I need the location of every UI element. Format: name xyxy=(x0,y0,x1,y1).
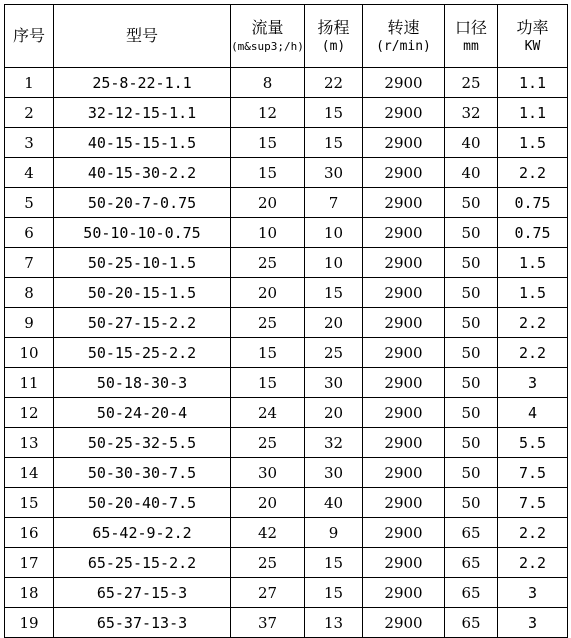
cell-model: 50-24-20-4 xyxy=(54,398,231,428)
cell-model: 65-37-13-3 xyxy=(54,608,231,638)
header-label: 扬程 xyxy=(317,18,350,37)
pump-spec-table xyxy=(4,4,568,638)
cell-index: 17 xyxy=(5,548,54,578)
cell-speed: 2900 xyxy=(363,338,445,368)
table-body xyxy=(5,68,568,638)
cell-speed: 2900 xyxy=(363,128,445,158)
cell-diameter: 65 xyxy=(445,548,498,578)
cell-model: 50-15-25-2.2 xyxy=(54,338,231,368)
table-header xyxy=(5,5,568,68)
cell-head: 40 xyxy=(305,488,363,518)
cell-model: 50-30-30-7.5 xyxy=(54,458,231,488)
cell-head: 15 xyxy=(305,548,363,578)
cell-head: 30 xyxy=(305,158,363,188)
cell-index: 6 xyxy=(5,218,54,248)
cell-diameter: 65 xyxy=(445,578,498,608)
cell-diameter: 50 xyxy=(445,428,498,458)
cell-head: 15 xyxy=(305,128,363,158)
cell-model: 50-25-10-1.5 xyxy=(54,248,231,278)
cell-power: 3 xyxy=(498,578,568,608)
cell-flow: 25 xyxy=(231,308,305,338)
cell-speed: 2900 xyxy=(363,608,445,638)
cell-index: 8 xyxy=(5,278,54,308)
cell-speed: 2900 xyxy=(363,248,445,278)
header-label: 功率 xyxy=(516,18,549,37)
cell-index: 1 xyxy=(5,68,54,98)
header-unit: KW xyxy=(524,39,541,54)
table-row xyxy=(5,98,568,128)
cell-flow: 25 xyxy=(231,248,305,278)
cell-speed: 2900 xyxy=(363,458,445,488)
cell-head: 15 xyxy=(305,578,363,608)
header-index xyxy=(5,5,54,68)
header-unit: (m) xyxy=(321,39,346,54)
cell-flow: 30 xyxy=(231,458,305,488)
table-row xyxy=(5,548,568,578)
cell-power: 2.2 xyxy=(498,548,568,578)
cell-speed: 2900 xyxy=(363,548,445,578)
cell-head: 20 xyxy=(305,308,363,338)
cell-speed: 2900 xyxy=(363,308,445,338)
cell-flow: 15 xyxy=(231,158,305,188)
header-label: 转速 xyxy=(387,18,420,37)
cell-index: 18 xyxy=(5,578,54,608)
table-row xyxy=(5,458,568,488)
header-power xyxy=(498,5,568,68)
table-row xyxy=(5,398,568,428)
cell-index: 11 xyxy=(5,368,54,398)
header-unit: (m&sup3;/h) xyxy=(231,40,304,53)
cell-power: 0.75 xyxy=(498,218,568,248)
cell-index: 2 xyxy=(5,98,54,128)
cell-head: 9 xyxy=(305,518,363,548)
cell-model: 65-42-9-2.2 xyxy=(54,518,231,548)
cell-flow: 15 xyxy=(231,128,305,158)
cell-head: 20 xyxy=(305,398,363,428)
cell-flow: 8 xyxy=(231,68,305,98)
cell-model: 40-15-15-1.5 xyxy=(54,128,231,158)
cell-power: 1.5 xyxy=(498,128,568,158)
cell-flow: 15 xyxy=(231,338,305,368)
cell-model: 50-20-7-0.75 xyxy=(54,188,231,218)
cell-power: 1.1 xyxy=(498,68,568,98)
table-row xyxy=(5,218,568,248)
cell-model: 50-20-40-7.5 xyxy=(54,488,231,518)
cell-index: 16 xyxy=(5,518,54,548)
table-row xyxy=(5,68,568,98)
cell-head: 25 xyxy=(305,338,363,368)
cell-head: 22 xyxy=(305,68,363,98)
cell-power: 3 xyxy=(498,368,568,398)
header-flow xyxy=(231,5,305,68)
cell-diameter: 50 xyxy=(445,458,498,488)
cell-power: 5.5 xyxy=(498,428,568,458)
cell-power: 1.1 xyxy=(498,98,568,128)
cell-speed: 2900 xyxy=(363,278,445,308)
cell-index: 10 xyxy=(5,338,54,368)
cell-power: 2.2 xyxy=(498,338,568,368)
header-diameter xyxy=(445,5,498,68)
cell-model: 65-27-15-3 xyxy=(54,578,231,608)
cell-diameter: 25 xyxy=(445,68,498,98)
table-row xyxy=(5,428,568,458)
cell-speed: 2900 xyxy=(363,578,445,608)
cell-flow: 12 xyxy=(231,98,305,128)
cell-diameter: 50 xyxy=(445,278,498,308)
table-row xyxy=(5,578,568,608)
header-label: 口径 xyxy=(454,18,487,37)
cell-model: 50-20-15-1.5 xyxy=(54,278,231,308)
cell-diameter: 65 xyxy=(445,518,498,548)
table-row xyxy=(5,488,568,518)
table-row xyxy=(5,368,568,398)
table-row xyxy=(5,278,568,308)
header-label: 序号 xyxy=(12,26,45,45)
cell-index: 12 xyxy=(5,398,54,428)
cell-index: 19 xyxy=(5,608,54,638)
cell-flow: 24 xyxy=(231,398,305,428)
cell-head: 30 xyxy=(305,458,363,488)
cell-speed: 2900 xyxy=(363,368,445,398)
header-speed xyxy=(363,5,445,68)
cell-diameter: 50 xyxy=(445,248,498,278)
header-label: 型号 xyxy=(125,26,158,45)
table-row xyxy=(5,158,568,188)
cell-head: 7 xyxy=(305,188,363,218)
cell-flow: 37 xyxy=(231,608,305,638)
cell-diameter: 32 xyxy=(445,98,498,128)
cell-model: 65-25-15-2.2 xyxy=(54,548,231,578)
cell-index: 14 xyxy=(5,458,54,488)
cell-flow: 25 xyxy=(231,428,305,458)
header-label: 流量 xyxy=(251,18,284,37)
cell-flow: 42 xyxy=(231,518,305,548)
header-model xyxy=(54,5,231,68)
cell-model: 50-25-32-5.5 xyxy=(54,428,231,458)
table-row xyxy=(5,128,568,158)
cell-diameter: 40 xyxy=(445,128,498,158)
cell-power: 2.2 xyxy=(498,158,568,188)
cell-head: 10 xyxy=(305,248,363,278)
cell-model: 50-18-30-3 xyxy=(54,368,231,398)
cell-head: 13 xyxy=(305,608,363,638)
header-row xyxy=(5,5,568,68)
cell-flow: 20 xyxy=(231,488,305,518)
cell-index: 5 xyxy=(5,188,54,218)
cell-power: 7.5 xyxy=(498,458,568,488)
cell-power: 1.5 xyxy=(498,278,568,308)
cell-speed: 2900 xyxy=(363,488,445,518)
cell-speed: 2900 xyxy=(363,518,445,548)
cell-head: 15 xyxy=(305,98,363,128)
cell-model: 50-10-10-0.75 xyxy=(54,218,231,248)
table-row xyxy=(5,518,568,548)
cell-flow: 15 xyxy=(231,368,305,398)
cell-diameter: 50 xyxy=(445,188,498,218)
cell-power: 0.75 xyxy=(498,188,568,218)
cell-speed: 2900 xyxy=(363,158,445,188)
cell-power: 7.5 xyxy=(498,488,568,518)
cell-index: 4 xyxy=(5,158,54,188)
cell-speed: 2900 xyxy=(363,188,445,218)
cell-speed: 2900 xyxy=(363,68,445,98)
cell-head: 15 xyxy=(305,278,363,308)
cell-flow: 27 xyxy=(231,578,305,608)
cell-diameter: 50 xyxy=(445,368,498,398)
cell-model: 50-27-15-2.2 xyxy=(54,308,231,338)
cell-model: 32-12-15-1.1 xyxy=(54,98,231,128)
table-row xyxy=(5,608,568,638)
table-row xyxy=(5,308,568,338)
cell-diameter: 50 xyxy=(445,398,498,428)
cell-speed: 2900 xyxy=(363,218,445,248)
cell-diameter: 65 xyxy=(445,608,498,638)
header-unit: (r/min) xyxy=(376,39,431,54)
cell-diameter: 50 xyxy=(445,338,498,368)
cell-power: 4 xyxy=(498,398,568,428)
cell-flow: 10 xyxy=(231,218,305,248)
cell-head: 30 xyxy=(305,368,363,398)
cell-index: 7 xyxy=(5,248,54,278)
cell-head: 32 xyxy=(305,428,363,458)
cell-head: 10 xyxy=(305,218,363,248)
cell-power: 2.2 xyxy=(498,518,568,548)
cell-index: 13 xyxy=(5,428,54,458)
table-row xyxy=(5,338,568,368)
cell-flow: 25 xyxy=(231,548,305,578)
cell-diameter: 50 xyxy=(445,308,498,338)
cell-diameter: 50 xyxy=(445,218,498,248)
cell-speed: 2900 xyxy=(363,428,445,458)
header-head xyxy=(305,5,363,68)
cell-diameter: 40 xyxy=(445,158,498,188)
cell-speed: 2900 xyxy=(363,98,445,128)
cell-index: 15 xyxy=(5,488,54,518)
cell-flow: 20 xyxy=(231,278,305,308)
cell-index: 3 xyxy=(5,128,54,158)
cell-model: 25-8-22-1.1 xyxy=(54,68,231,98)
cell-flow: 20 xyxy=(231,188,305,218)
cell-power: 3 xyxy=(498,608,568,638)
cell-power: 2.2 xyxy=(498,308,568,338)
header-unit: mm xyxy=(463,39,479,54)
cell-index: 9 xyxy=(5,308,54,338)
table-row xyxy=(5,188,568,218)
table-row xyxy=(5,248,568,278)
cell-diameter: 50 xyxy=(445,488,498,518)
cell-model: 40-15-30-2.2 xyxy=(54,158,231,188)
cell-power: 1.5 xyxy=(498,248,568,278)
cell-speed: 2900 xyxy=(363,398,445,428)
